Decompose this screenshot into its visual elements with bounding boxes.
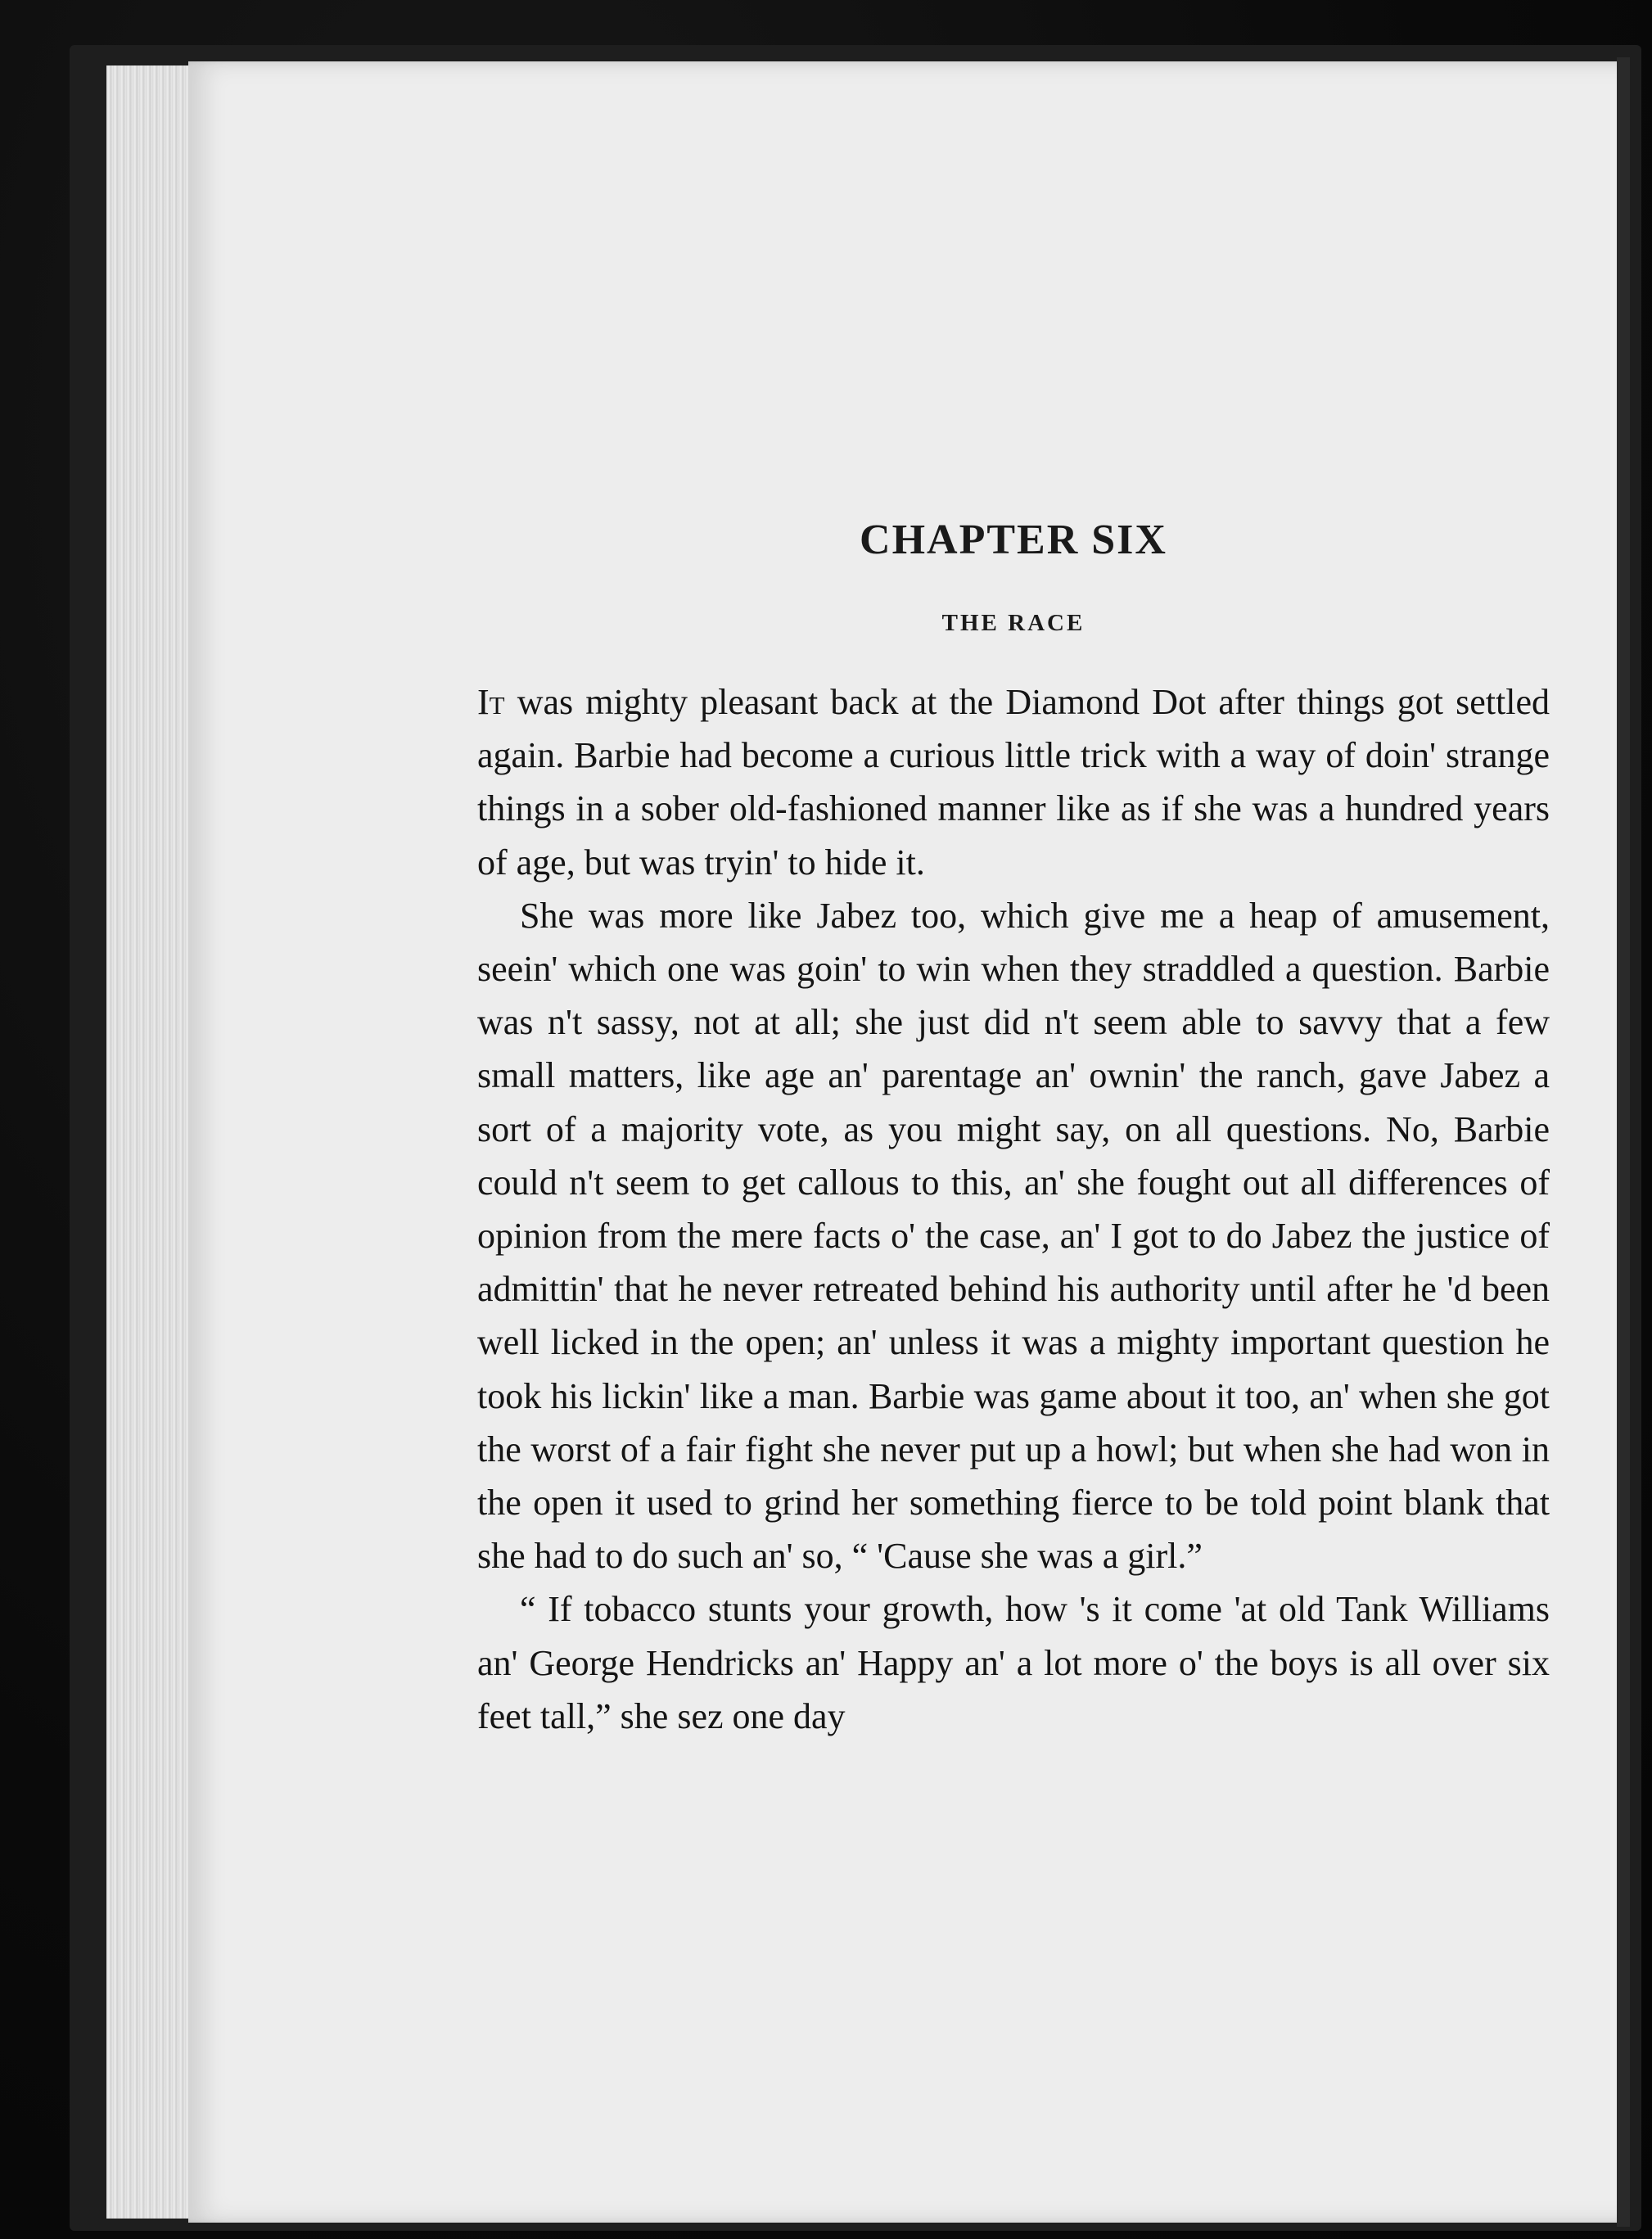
paragraph-text: was mighty pleasant back at the Diamond Dot after things got settled again. Barbie had become a curious little trick with a way of doin' strange things in a sober old-fashioned manner like as if she was a hundred years of age, but was tryin' to hide it. — [477, 682, 1550, 883]
paragraph-text: “ If tobacco stunts your growth, how 's it come 'at old Tank Williams an' George Hendricks an' Happy an' a lot more o' the boys is all over six feet tall,” she sez one day — [477, 1589, 1550, 1736]
paragraph-1 — [477, 675, 1550, 889]
chapter-body — [477, 675, 1550, 1743]
paragraph-lead-word: It — [477, 682, 505, 722]
paragraph-3 — [477, 1582, 1550, 1743]
page-edges — [106, 65, 196, 2219]
paragraph-text: She was more like Jabez too, which give me a heap of amusement, seein' which one was goin' to win when they straddled a question. Barbie was n't sassy, not at all; she just did n't seem able to savvy that a few small matters, like age an' parentage an' ownin' the ranch, gave Jabez a sort of a majority vote, as you might say, on all questions. No, Barbie could n't seem to get callous to this, an' she fought out all differences of opinion from the mere facts o' the case, an' I got to do Jabez the justice of admittin' that he never retreated behind his authority until after he 'd been well licked in the open; an' unless it was a mighty important question he took his lickin' like a man. Barbie was game about it too, an' when she got the worst of a fair fight she never put up a howl; but when she had won in the open it used to grind her something fierce to be told point blank that she had to do such an' so, “ 'Cause she was a girl.” — [477, 895, 1550, 1577]
chapter-title: CHAPTER SIX — [860, 517, 1167, 563]
page-right-edge — [1617, 57, 1630, 2227]
paragraph-2 — [477, 889, 1550, 1583]
chapter-subtitle: THE RACE — [941, 610, 1086, 636]
